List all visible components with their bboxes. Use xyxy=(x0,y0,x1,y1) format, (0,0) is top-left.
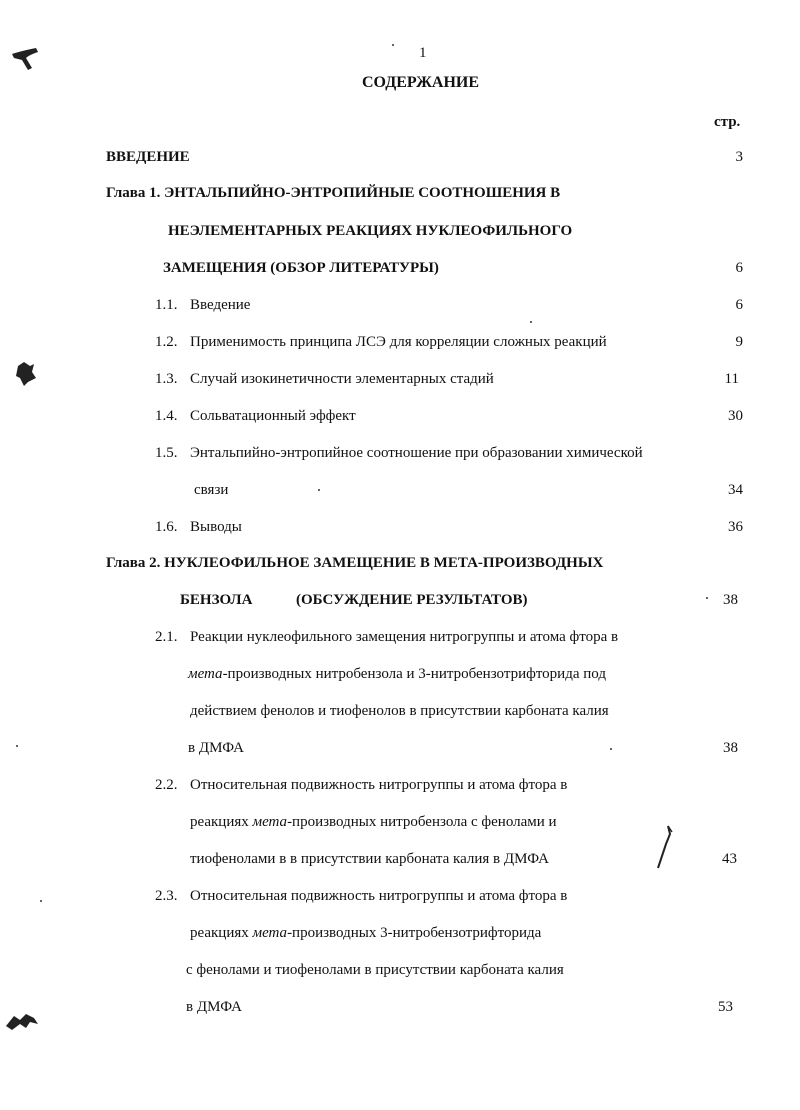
toc-s1_6-page: 36 xyxy=(728,519,743,535)
toc-s2_3-line4: в ДМФА xyxy=(186,999,242,1015)
toc-s1_1-page: 6 xyxy=(735,297,743,313)
speck xyxy=(530,321,532,323)
toc-s1_3-page: 11 xyxy=(724,371,739,387)
toc-s2_3-line3: с фенолами и тиофенолами в присутствии карбоната калия xyxy=(186,962,564,978)
toc-s1_2-num: 1.2. xyxy=(155,334,178,350)
toc-s2_1-line2-italic: мета xyxy=(188,666,223,682)
scan-mark-icon xyxy=(8,44,42,74)
toc-s2_1-page: 38 xyxy=(723,740,738,756)
page-title: СОДЕРЖАНИЕ xyxy=(362,74,480,91)
speck xyxy=(16,745,18,747)
toc-s1_2-title: Применимость принципа ЛСЭ для корреляции сложных реакций xyxy=(190,334,607,350)
toc-s2_1-line2 xyxy=(188,665,606,683)
speck xyxy=(318,489,320,491)
toc-ch1-line2: НЕЭЛЕМЕНТАРНЫХ РЕАКЦИЯХ НУКЛЕОФИЛЬНОГО xyxy=(168,223,573,239)
pen-mark-icon xyxy=(648,822,678,872)
toc-s1_1-title: Введение xyxy=(190,297,251,313)
toc-s2_2-line2-rest: -производных нитробензола с фенолами и xyxy=(287,814,557,830)
toc-s2_2-line2 xyxy=(190,813,557,831)
toc-ch1-page: 6 xyxy=(735,260,743,276)
toc-ch1-line3: ЗАМЕЩЕНИЯ (ОБЗОР ЛИТЕРАТУРЫ) xyxy=(163,260,439,276)
toc-s2_2-page: 43 xyxy=(722,851,737,867)
toc-intro-page: 3 xyxy=(735,149,743,165)
toc-s2_3-page: 53 xyxy=(718,999,733,1015)
toc-s2_3-line1: Относительная подвижность нитрогруппы и атома фтора в xyxy=(190,888,568,904)
toc-intro-title: ВВЕДЕНИЕ xyxy=(106,149,190,165)
toc-s1_4-title: Сольватационный эффект xyxy=(190,408,356,424)
toc-s1_5-line2: связи xyxy=(194,482,229,498)
toc-s2_3-line2-rest: -производных 3-нитробензотрифторида xyxy=(287,925,542,941)
scan-mark-icon xyxy=(12,358,40,388)
toc-s2_2-num: 2.2. xyxy=(155,777,178,793)
toc-s2_1-line1: Реакции нуклеофильного замещения нитрогруппы и атома фтора в xyxy=(190,629,619,645)
toc-s1_1-num: 1.1. xyxy=(155,297,178,313)
toc-s1_2-page: 9 xyxy=(735,334,743,350)
toc-s2_3-line2-italic: мета xyxy=(252,925,288,941)
toc-s2_2-line2-pre: реакциях xyxy=(190,814,253,830)
toc-s2_1-num: 2.1. xyxy=(155,629,178,645)
toc-s1_5-page: 34 xyxy=(728,482,743,498)
toc-s2_2-line2-italic: мета xyxy=(252,814,288,830)
toc-s1_4-page: 30 xyxy=(728,408,743,424)
toc-s2_1-line4: в ДМФА xyxy=(188,740,244,756)
toc-s2_2-line3: тиофенолами в в присутствии карбоната калия в ДМФА xyxy=(190,851,549,867)
scan-mark-icon xyxy=(4,1008,40,1034)
toc-ch2-line2b: (ОБСУЖДЕНИЕ РЕЗУЛЬТАТОВ) xyxy=(296,592,528,608)
toc-ch2-line2a: БЕНЗОЛА xyxy=(180,592,253,608)
toc-s1_4-num: 1.4. xyxy=(155,408,178,424)
toc-s1_5-line1: Энтальпийно-энтропийное соотношение при образовании химической xyxy=(190,445,643,461)
toc-s2_1-line3: действием фенолов и тиофенолов в присутствии карбоната калия xyxy=(190,703,609,719)
speck xyxy=(392,44,394,46)
speck xyxy=(40,900,42,902)
page-number: 1 xyxy=(419,45,427,61)
toc-s2_1-line2-rest: -производных нитробензола и 3-нитробензотрифторида под xyxy=(222,666,606,682)
toc-s1_5-num: 1.5. xyxy=(155,445,178,461)
toc-s2_3-num: 2.3. xyxy=(155,888,178,904)
toc-s1_6-title: Выводы xyxy=(190,519,242,535)
page-column-label: стр. xyxy=(714,114,741,130)
toc-ch2-line1: Глава 2. НУКЛЕОФИЛЬНОЕ ЗАМЕЩЕНИЕ В МЕТА-ПРОИЗВОДНЫХ xyxy=(106,555,604,571)
toc-s1_3-title: Случай изокинетичности элементарных стадий xyxy=(190,371,494,387)
toc-ch1-line1: Глава 1. ЭНТАЛЬПИЙНО-ЭНТРОПИЙНЫЕ СООТНОШЕНИЯ В xyxy=(106,185,561,201)
toc-s2_3-line2-pre: реакциях xyxy=(190,925,253,941)
toc-ch2-page: 38 xyxy=(723,592,738,608)
speck xyxy=(610,748,612,750)
toc-s1_3-num: 1.3. xyxy=(155,371,178,387)
toc-s1_6-num: 1.6. xyxy=(155,519,178,535)
toc-s2_2-line1: Относительная подвижность нитрогруппы и атома фтора в xyxy=(190,777,568,793)
toc-s2_3-line2 xyxy=(190,924,541,942)
